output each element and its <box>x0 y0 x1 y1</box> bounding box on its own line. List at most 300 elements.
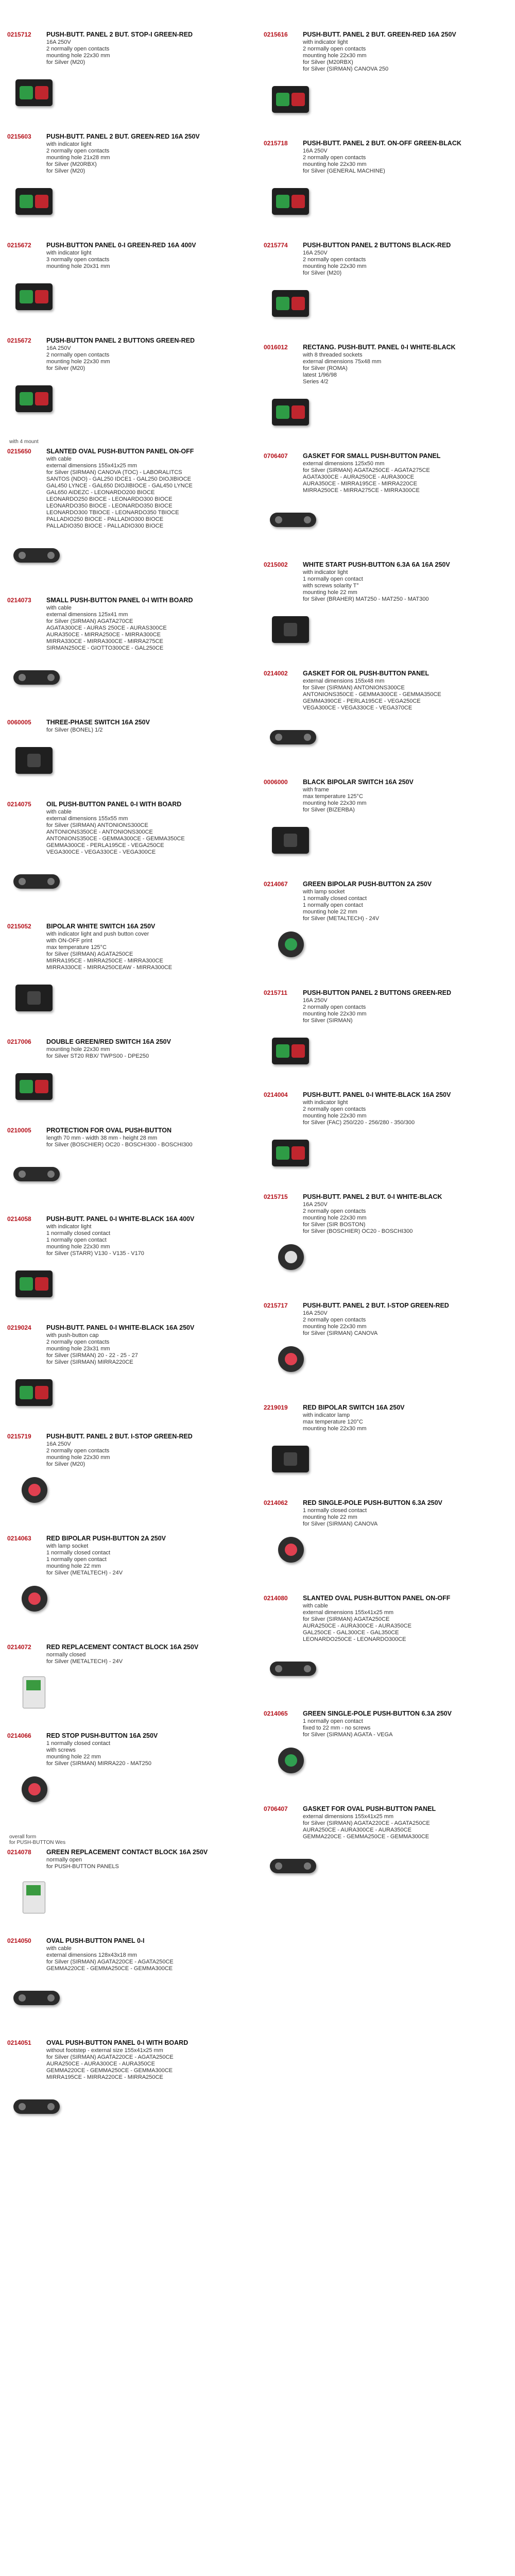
product-title: GASKET FOR OIL PUSH-BUTTON PANEL <box>303 670 430 677</box>
product-description: with lamp socket 1 normally closed contact 1 normally open contact mounting hole 22 mm for Silver (METALTECH) - 24V <box>303 889 380 922</box>
product-code: 0214078 <box>7 1849 31 1856</box>
product-entry <box>264 1404 511 1482</box>
red-button-icon <box>35 195 48 208</box>
product-image <box>10 534 62 579</box>
product-entry <box>7 1643 254 1715</box>
product-image <box>267 77 318 122</box>
switch-rocker-icon <box>284 1452 297 1466</box>
entry-header <box>7 597 254 604</box>
product-code: 0214067 <box>264 880 288 888</box>
product-image <box>267 389 318 435</box>
round-pushbutton-icon <box>22 1477 47 1503</box>
right-column <box>264 31 511 1907</box>
red-button-icon <box>291 93 305 106</box>
panel-body-icon <box>272 188 309 215</box>
round-pushbutton-icon <box>278 1244 304 1270</box>
product-code: 0215712 <box>7 31 31 38</box>
product-title: BLACK BIPOLAR SWITCH 16A 250V <box>303 778 414 786</box>
product-title: RED SINGLE-POLE PUSH-BUTTON 6.3A 250V <box>303 1499 442 1506</box>
oval-panel-icon <box>13 874 60 889</box>
product-image <box>267 1130 318 1176</box>
product-description: 1 normally open contact fixed to 22 mm - no screws for Silver (SIRMAN) AGATA - VEGA <box>303 1718 393 1738</box>
entry-header <box>7 2039 254 2046</box>
panel-body-icon <box>15 1379 53 1406</box>
product-image <box>10 1874 62 1920</box>
product-code: 0215719 <box>7 1433 31 1440</box>
contact-block-icon <box>23 1676 45 1708</box>
product-code: 0210005 <box>7 1127 31 1134</box>
product-entry <box>264 1193 511 1284</box>
product-entry <box>264 561 511 652</box>
product-title: GASKET FOR SMALL PUSH-BUTTON PANEL <box>303 452 441 460</box>
product-image <box>267 1239 318 1284</box>
red-button-icon <box>291 405 305 419</box>
product-entry <box>264 140 511 224</box>
product-image <box>267 1844 318 1890</box>
product-image <box>267 818 318 863</box>
product-code: 0215715 <box>264 1193 288 1200</box>
product-title: PROTECTION FOR OVAL PUSH-BUTTON <box>46 1127 172 1134</box>
product-title: RECTANG. PUSH-BUTT. PANEL 0-I WHITE-BLACK <box>303 344 456 351</box>
entry-header <box>7 31 254 38</box>
product-description: without footstep - external size 155x41x25 mm for Silver (SIRMAN) AGATA220CE - AGATA250CE AURA250CE - AURA300CE - AURA350CE GEMMA220CE - GEMMA250CE - GEMMA300CE MIRRA195CE - MIRRA220CE - MIRRA250CE <box>46 2047 174 2080</box>
red-button-icon <box>291 1146 305 1160</box>
product-title: RED STOP PUSH-BUTTON 16A 250V <box>46 1732 158 1739</box>
product-title: PUSH-BUTT. PANEL 2 BUT. GREEN-RED 16A 250V <box>303 31 456 38</box>
green-button-icon <box>20 1277 33 1291</box>
entry-header <box>7 448 254 455</box>
product-code: 0214066 <box>7 1732 31 1739</box>
product-title: RED BIPOLAR PUSH-BUTTON 2A 250V <box>46 1535 166 1542</box>
green-button-icon <box>20 392 33 405</box>
product-entry <box>264 1499 511 1577</box>
product-description: 16A 250V 2 normally open contacts mounting hole 22x30 mm for Silver (M20) <box>46 1441 110 1467</box>
entry-header <box>7 337 254 344</box>
entry-header <box>7 1324 254 1331</box>
product-description: with indicator lamp max temperature 120°C mounting hole 22x30 mm <box>303 1412 367 1432</box>
entry-header <box>7 133 254 140</box>
product-description: 1 normally closed contact with screws mounting hole 22 mm for Silver (SIRMAN) MIRRA220 - MAT250 <box>46 1740 151 1767</box>
entry-header <box>7 1643 254 1651</box>
product-title: SMALL PUSH-BUTTON PANEL 0-I WITH BOARD <box>46 597 193 604</box>
product-code: 0215616 <box>264 31 288 38</box>
side-note: with 4 mount <box>9 439 39 445</box>
product-description: with indicator light 2 normally open contacts mounting hole 21x28 mm for Silver (M20RBX) for Silver (M20) <box>46 141 110 174</box>
product-image <box>267 607 318 652</box>
product-code: 0706407 <box>264 1805 288 1812</box>
entry-header <box>264 670 511 677</box>
green-button-icon <box>276 405 289 419</box>
switch-rocker-icon <box>284 623 297 636</box>
product-image <box>267 926 318 972</box>
entry-header <box>264 1193 511 1200</box>
product-image <box>10 1064 62 1109</box>
product-image <box>10 70 62 115</box>
product-description: 16A 250V 2 normally open contacts mounting hole 22x30 mm for Silver (SIRMAN) CANOVA <box>303 1310 378 1336</box>
product-title: BIPOLAR WHITE SWITCH 16A 250V <box>46 923 156 930</box>
entry-header <box>264 344 511 351</box>
product-entry <box>7 242 254 319</box>
product-entry <box>7 337 254 421</box>
product-title: PUSH-BUTT. PANEL 2 BUT. STOP-I GREEN-RED <box>46 31 193 38</box>
oval-panel-icon <box>13 670 60 685</box>
product-entry <box>264 778 511 863</box>
entry-header <box>264 1595 511 1602</box>
product-entry <box>264 31 511 122</box>
switch-body-icon <box>15 747 53 774</box>
product-entry <box>7 923 254 1021</box>
round-pushbutton-icon <box>278 1346 304 1372</box>
product-image <box>267 179 318 224</box>
product-description: with cable external dimensions 128x43x18 mm for Silver (SIRMAN) AGATA220CE - AGATA250CE GEMMA220CE - GEMMA250CE - GEMMA300CE <box>46 1945 174 1972</box>
product-title: PUSH-BUTT. PANEL 0-I WHITE-BLACK 16A 400V <box>46 1215 195 1223</box>
product-entry <box>7 2039 254 2130</box>
product-entry <box>7 597 254 701</box>
product-entry <box>7 1849 254 1920</box>
entry-header <box>264 1302 511 1309</box>
product-code: 0215672 <box>7 337 31 344</box>
product-code: 0214058 <box>7 1215 31 1223</box>
panel-body-icon <box>15 385 53 412</box>
product-description: with indicator light 2 normally open contacts mounting hole 22x30 mm for Silver (FAC) 250/220 - 256/280 - 350/300 <box>303 1099 415 1126</box>
product-description: length 70 mm - width 38 mm - height 28 mm for Silver (BOSCHIER) OC20 - BOSCHI300 - BOSCHI300 <box>46 1135 193 1148</box>
product-entry <box>7 1324 254 1415</box>
product-image <box>10 1581 62 1626</box>
green-button-icon <box>276 1146 289 1160</box>
product-title: SLANTED OVAL PUSH-BUTTON PANEL ON-OFF <box>303 1595 451 1602</box>
red-button-icon <box>35 1277 48 1291</box>
product-image <box>10 1669 62 1715</box>
product-image <box>267 1532 318 1577</box>
entry-header <box>264 1805 511 1812</box>
left-column <box>7 31 254 2148</box>
product-title: PUSH-BUTTON PANEL 0-I GREEN-RED 16A 400V <box>46 242 196 249</box>
product-description: mounting hole 22x30 mm for Silver ST20 RBX/ TWPS00 - DPE250 <box>46 1046 149 1059</box>
panel-body-icon <box>15 1073 53 1100</box>
product-code: 0215603 <box>7 133 31 140</box>
green-button-icon <box>276 195 289 208</box>
switch-body-icon <box>272 827 309 854</box>
product-code: 0214075 <box>7 801 31 808</box>
product-description: with 8 threaded sockets external dimensions 75x48 mm for Silver (ROMA) latest 1/96/98 Series 4/2 <box>303 352 382 385</box>
product-image <box>10 1370 62 1415</box>
product-description: external dimensions 155x48 mm for Silver (SIRMAN) ANTONIONS300CE ANTONIONS350CE - GEMMA300CE - GEMMA350CE GEMMA390CE - PERLA195CE - VEGA250CE VEGA300CE - VEGA330CE - VEGA370CE <box>303 678 441 711</box>
product-title: PUSH-BUTT. PANEL 0-I WHITE-BLACK 16A 250V <box>46 1324 195 1331</box>
entry-header <box>7 1937 254 1944</box>
product-title: PUSH-BUTTON PANEL 2 BUTTONS GREEN-RED <box>303 989 451 996</box>
green-button-icon <box>20 290 33 303</box>
product-image <box>10 860 62 905</box>
red-button-icon <box>35 86 48 99</box>
product-entry <box>264 1710 511 1788</box>
product-entry <box>7 1038 254 1109</box>
product-entry <box>264 344 511 435</box>
product-code: 0060005 <box>7 719 31 726</box>
product-image <box>10 1261 62 1307</box>
product-entry <box>7 1535 254 1626</box>
product-description: with indicator light 1 normally open contact with screws solarity T° mounting hole 22 mm for Silver (BRAHER) MAT250 - MAT250 - MAT300 <box>303 569 429 602</box>
panel-body-icon <box>272 399 309 426</box>
product-description: with cable external dimensions 155x55 mm for Silver (SIRMAN) ANTONIONS300CE ANTONIONS350CE - ANTONIONS300CE ANTONIONS350CE - GEMMA300CE - GEMMA350CE GEMMA300CE - PERLA195CE - VEGA250CE VEGA300CE - VEGA330CE - VEGA300CE <box>46 809 185 855</box>
panel-body-icon <box>15 283 53 310</box>
product-description: with indicator light and push button cover with ON-OFF print max temperature 125°C for Silver (SIRMAN) AGATA250CE MIRRA195CE - MIRRA250CE - MIRRA300CE MIRRA330CE - MIRRA250CEAW - MIRRA300CE <box>46 931 173 971</box>
product-description: 16A 250V 2 normally open contacts mounting hole 22x30 mm for Silver (GENERAL MACHINE) <box>303 148 385 174</box>
product-title: PUSH-BUTTON PANEL 2 BUTTONS GREEN-RED <box>46 337 195 344</box>
red-button-icon <box>291 297 305 310</box>
product-image <box>267 1647 318 1692</box>
product-image <box>267 498 318 544</box>
product-description: external dimensions 155x41x25 mm for Silver (SIRMAN) AGATA220CE - AGATA250CE AURA250CE - AURA300CE - AURA350CE GEMMA220CE - GEMMA250CE - GEMMA300CE <box>303 1814 430 1840</box>
product-title: GREEN BIPOLAR PUSH-BUTTON 2A 250V <box>303 880 432 888</box>
product-code: 0214002 <box>264 670 288 677</box>
red-button-icon <box>35 290 48 303</box>
product-title: WHITE START PUSH-BUTTON 6.3A 6A 16A 250V <box>303 561 450 568</box>
entry-header <box>7 1849 254 1856</box>
entry-header <box>264 1499 511 1506</box>
switch-body-icon <box>272 616 309 643</box>
oval-panel-icon <box>270 513 316 527</box>
product-code: 0217006 <box>7 1038 31 1045</box>
product-image <box>10 975 62 1021</box>
oval-panel-icon <box>13 1991 60 2005</box>
oval-panel-icon <box>13 2099 60 2114</box>
product-title: RED BIPOLAR SWITCH 16A 250V <box>303 1404 405 1411</box>
entry-header <box>264 1404 511 1411</box>
product-entry <box>7 1937 254 2022</box>
product-description: 1 normally closed contact mounting hole 22 mm for Silver (SIRMAN) CANOVA <box>303 1507 378 1527</box>
product-code: 0214063 <box>7 1535 31 1542</box>
product-entry <box>7 133 254 224</box>
product-image <box>10 1153 62 1198</box>
red-button-icon <box>291 1044 305 1058</box>
entry-header <box>7 1127 254 1134</box>
product-description: 16A 250V 2 normally open contacts mounting hole 22x30 mm for Silver (M20) <box>303 250 367 276</box>
product-image <box>10 2085 62 2130</box>
entry-header <box>7 923 254 930</box>
product-image <box>267 1742 318 1788</box>
product-title: PUSH-BUTT. PANEL 2 BUT. GREEN-RED 16A 250V <box>46 133 200 140</box>
product-image <box>10 274 62 319</box>
product-entry <box>264 1091 511 1176</box>
green-button-icon <box>20 195 33 208</box>
product-title: PUSH-BUTT. PANEL 2 BUT. I-STOP GREEN-RED <box>303 1302 449 1309</box>
round-pushbutton-icon <box>278 1748 304 1773</box>
entry-header <box>7 1535 254 1542</box>
entry-header <box>7 801 254 808</box>
product-description: with cable external dimensions 155x41x25 mm for Silver (SIRMAN) CANOVA (TOC) - LABORALITCS SANTOS (NDO) - GAL250 IDCE1 - GAL250 DIOJIBIOCE GAL450 LYNCE - GAL650 DIOJIBIOCE - GAL450 LYNCE GAL650 AIDEZC - LEONARDO200 BIOCE LEONARDO250 BIOCE - LEONARDO300 BIOCE LEONARDO350 BIOCE - LEONARDO350 BIOCE LEONARDO300 TBIOCE - LEONARDO350 TBIOCE PALLADIO250 BIOCE - PALLADIO300 BIOCE PALLADIO350 BIOCE - PALLADIO300 BIOCE <box>46 456 193 529</box>
product-entry <box>7 448 254 579</box>
green-button-icon <box>276 1044 289 1058</box>
product-entry <box>264 242 511 326</box>
product-image <box>267 281 318 326</box>
product-description: with frame max temperature 125°C mounting hole 22x30 mm for Silver (BIZERBA) <box>303 787 367 813</box>
panel-body-icon <box>272 86 309 113</box>
oval-panel-icon <box>270 1662 316 1676</box>
product-description: 16A 250V 2 normally open contacts mounting hole 22x30 mm for Silver (SIRMAN) <box>303 997 367 1024</box>
product-image <box>10 376 62 421</box>
product-image <box>267 716 318 761</box>
product-image <box>10 1976 62 2022</box>
entry-header <box>264 989 511 996</box>
product-entry <box>7 801 254 905</box>
product-code: 0215672 <box>7 242 31 249</box>
side-note: overall form for PUSH-BUTTON Wes <box>9 1834 66 1845</box>
product-image <box>267 1028 318 1074</box>
entry-header <box>264 242 511 249</box>
product-description: with cable external dimensions 155x41x25 mm for Silver (SIRMAN) AGATA250CE AURA250CE - AURA300CE - AURA350CE GAL250CE - GAL300CE - GAL350CE LEONARDO250CE - LEONARDO300CE <box>303 1603 411 1642</box>
product-image <box>10 738 62 783</box>
product-code: 0214065 <box>264 1710 288 1717</box>
product-code: 0215774 <box>264 242 288 249</box>
product-entry <box>264 1805 511 1890</box>
product-image <box>267 1341 318 1386</box>
red-button-icon <box>35 1080 48 1093</box>
product-title: PUSH-BUTT. PANEL 2 BUT. I-STOP GREEN-RED <box>46 1433 193 1440</box>
oval-panel-icon <box>13 548 60 563</box>
product-entry <box>7 1433 254 1517</box>
product-code: 0214050 <box>7 1937 31 1944</box>
panel-body-icon <box>15 188 53 215</box>
product-title: SLANTED OVAL PUSH-BUTTON PANEL ON-OFF <box>46 448 194 455</box>
green-button-icon <box>276 297 289 310</box>
product-title: OVAL PUSH-BUTTON PANEL 0-I <box>46 1937 145 1944</box>
product-entry <box>264 1302 511 1386</box>
product-title: OIL PUSH-BUTTON PANEL 0-I WITH BOARD <box>46 801 182 808</box>
entry-header <box>7 242 254 249</box>
round-pushbutton-icon <box>22 1776 47 1802</box>
product-code: 0215711 <box>264 989 288 996</box>
switch-rocker-icon <box>284 834 297 847</box>
product-image <box>10 179 62 224</box>
product-image <box>10 656 62 701</box>
product-description: 16A 250V 2 normally open contacts mounting hole 22x30 mm for Silver (M20) <box>46 39 110 65</box>
product-code: 0214004 <box>264 1091 288 1098</box>
product-code: 0215650 <box>7 448 31 455</box>
entry-header <box>7 1433 254 1440</box>
oval-panel-icon <box>13 1167 60 1181</box>
entry-header <box>7 1038 254 1045</box>
product-description: with cable external dimensions 125x41 mm for Silver (SIRMAN) AGATA270CE AGATA300CE - AURAS 250CE - AURAS300CE AURA350CE - MIRRA250CE - MIRRA300CE MIRRA330CE - MIRRA300CE - MIRRA275CE SIRMAN250CE - GIOTTO300CE - GAL250CE <box>46 605 167 651</box>
product-title: PUSH-BUTT. PANEL 2 BUT. 0-I WHITE-BLACK <box>303 1193 442 1200</box>
product-entry <box>7 1732 254 1817</box>
entry-header <box>264 778 511 786</box>
product-image <box>10 1472 62 1517</box>
product-title: GREEN REPLACEMENT CONTACT BLOCK 16A 250V <box>46 1849 208 1856</box>
switch-rocker-icon <box>27 754 41 767</box>
product-description: with lamp socket 1 normally closed contact 1 normally open contact mounting hole 22 mm for Silver (METALTECH) - 24V <box>46 1543 123 1576</box>
red-button-icon <box>35 1386 48 1399</box>
panel-body-icon <box>272 1038 309 1064</box>
product-description: for Silver (BONEL) 1/2 <box>46 727 103 733</box>
product-code: 2219019 <box>264 1404 288 1411</box>
round-pushbutton-icon <box>278 1537 304 1563</box>
switch-rocker-icon <box>27 991 41 1005</box>
product-description: with indicator light 2 normally open contacts mounting hole 22x30 mm for Silver (M20RBX) for Silver (SIRMAN) CANOVA 250 <box>303 39 389 72</box>
panel-body-icon <box>15 1270 53 1297</box>
product-code: 0215717 <box>264 1302 288 1309</box>
product-code: 0215052 <box>7 923 31 930</box>
entry-header <box>264 140 511 147</box>
product-entry <box>264 880 511 972</box>
product-code: 0219024 <box>7 1324 31 1331</box>
product-title: PUSH-BUTTON PANEL 2 BUTTONS BLACK-RED <box>303 242 451 249</box>
green-button-icon <box>276 93 289 106</box>
product-code: 0214073 <box>7 597 31 604</box>
entry-header <box>7 1732 254 1739</box>
product-title: DOUBLE GREEN/RED SWITCH 16A 250V <box>46 1038 171 1045</box>
product-code: 0214062 <box>264 1499 288 1506</box>
product-code: 0706407 <box>264 452 288 460</box>
red-button-icon <box>35 392 48 405</box>
product-description: 16A 250V 2 normally open contacts mounting hole 22x30 mm for Silver (M20) <box>46 345 110 371</box>
product-code: 0214051 <box>7 2039 31 2046</box>
panel-body-icon <box>15 79 53 106</box>
product-entry <box>264 1595 511 1692</box>
panel-body-icon <box>272 290 309 317</box>
switch-body-icon <box>272 1446 309 1472</box>
entry-header <box>264 880 511 888</box>
product-entry <box>7 31 254 115</box>
green-button-icon <box>20 1386 33 1399</box>
product-entry <box>7 1127 254 1198</box>
green-button-icon <box>20 86 33 99</box>
entry-header <box>264 452 511 460</box>
contact-block-icon <box>23 1882 45 1913</box>
product-title: PUSH-BUTT. PANEL 0-I WHITE-BLACK 16A 250V <box>303 1091 451 1098</box>
product-image <box>267 1436 318 1482</box>
product-code: 0214080 <box>264 1595 288 1602</box>
product-entry <box>7 1215 254 1307</box>
product-entry <box>7 719 254 783</box>
product-title: GASKET FOR OVAL PUSH-BUTTON PANEL <box>303 1805 436 1812</box>
red-button-icon <box>291 195 305 208</box>
product-description: with indicator light 1 normally closed contact 1 normally open contact mounting hole 22x30 mm for Silver (STARR) V130 - V135 - V170 <box>46 1224 144 1257</box>
round-pushbutton-icon <box>278 931 304 957</box>
product-title: PUSH-BUTT. PANEL 2 BUT. ON-OFF GREEN-BLACK <box>303 140 461 147</box>
product-title: GREEN SINGLE-POLE PUSH-BUTTON 6.3A 250V <box>303 1710 452 1717</box>
product-title: OVAL PUSH-BUTTON PANEL 0-I WITH BOARD <box>46 2039 188 2046</box>
product-image <box>10 1771 62 1817</box>
product-description: normally open for PUSH-BUTTON PANELS <box>46 1857 119 1870</box>
entry-header <box>264 1710 511 1717</box>
entry-header <box>264 1091 511 1098</box>
product-title: RED REPLACEMENT CONTACT BLOCK 16A 250V <box>46 1643 199 1651</box>
green-button-icon <box>20 1080 33 1093</box>
product-entry <box>264 989 511 1074</box>
entry-header <box>264 31 511 38</box>
entry-header <box>7 719 254 726</box>
product-description: external dimensions 125x50 mm for Silver (SIRMAN) AGATA250CE - AGATA275CE AGATA300CE - AURA250CE - AURA300CE AURA350CE - MIRRA195CE - MIRRA220CE MIRRA250CE - MIRRA275CE - MIRRA300CE <box>303 461 430 494</box>
product-code: 0214072 <box>7 1643 31 1651</box>
product-code: 0215718 <box>264 140 288 147</box>
product-code: 0215002 <box>264 561 288 568</box>
product-title: THREE-PHASE SWITCH 16A 250V <box>46 719 150 726</box>
product-code: 0016012 <box>264 344 288 351</box>
product-description: with indicator light 3 normally open contacts mounting hole 20x31 mm <box>46 250 110 269</box>
round-pushbutton-icon <box>22 1586 47 1612</box>
product-description: 16A 250V 2 normally open contacts mounting hole 22x30 mm for Silver (SIR BOSTON) for Silver (BOSCHIER) OC20 - BOSCHI300 <box>303 1201 413 1234</box>
entry-header <box>264 561 511 568</box>
switch-body-icon <box>15 985 53 1011</box>
panel-body-icon <box>272 1140 309 1166</box>
product-entry <box>264 452 511 544</box>
product-description: with push-button cap 2 normally open contacts mounting hole 23x31 mm for Silver (SIRMAN) 20 - 22 - 25 - 27 for Silver (SIRMAN) MIRRA220CE <box>46 1332 138 1365</box>
product-description: normally closed for Silver (METALTECH) - 24V <box>46 1652 123 1665</box>
entry-header <box>7 1215 254 1223</box>
oval-panel-icon <box>270 1859 316 1873</box>
product-code: 0006000 <box>264 778 288 786</box>
oval-panel-icon <box>270 730 316 744</box>
